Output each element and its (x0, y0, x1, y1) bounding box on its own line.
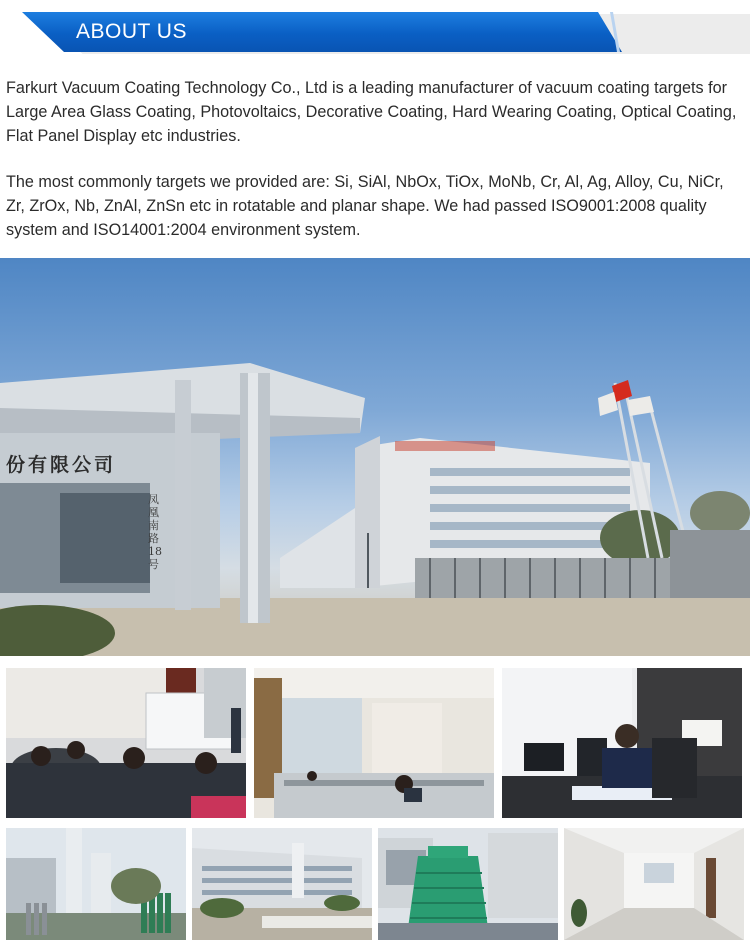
training-room-photo (6, 668, 246, 818)
cooling-tower-photo (378, 828, 558, 940)
hallway-photo (564, 828, 744, 940)
gate-address-plate: 凤凰南路18号 (148, 493, 162, 571)
intro-text (6, 76, 744, 264)
section-title: ABOUT US (76, 20, 187, 43)
open-office-photo (254, 668, 494, 818)
manager-office-photo (502, 668, 742, 818)
factory-exterior-photo (192, 828, 372, 940)
gate-company-sign: 份有限公司 (6, 454, 117, 476)
gas-tanks-photo (6, 828, 186, 940)
section-header-banner (0, 12, 750, 54)
intro-paragraph-products: The most commonly targets we provided are: Si, SiAl, NbOx, TiOx, MoNb, Cr, Al, Ag, Alloy, Cu, NiCr, Zr, ZrOx, Nb, ZnAl, ZnSn etc in rotatable and planar shape. We had passed ISO9001:2008 quality system and ISO14001:2004 environment system. (6, 173, 724, 239)
intro-paragraph-company: Farkurt Vacuum Coating Technology Co., Ltd is a leading manufacturer of vacuum coating targets for Large Area Glass Coating, Photovoltaics, Decorative Coating, Hard Wearing Coating, Optical Coating, Flat Panel Display etc industries. (6, 79, 737, 145)
factory-gate-photo (0, 258, 750, 656)
